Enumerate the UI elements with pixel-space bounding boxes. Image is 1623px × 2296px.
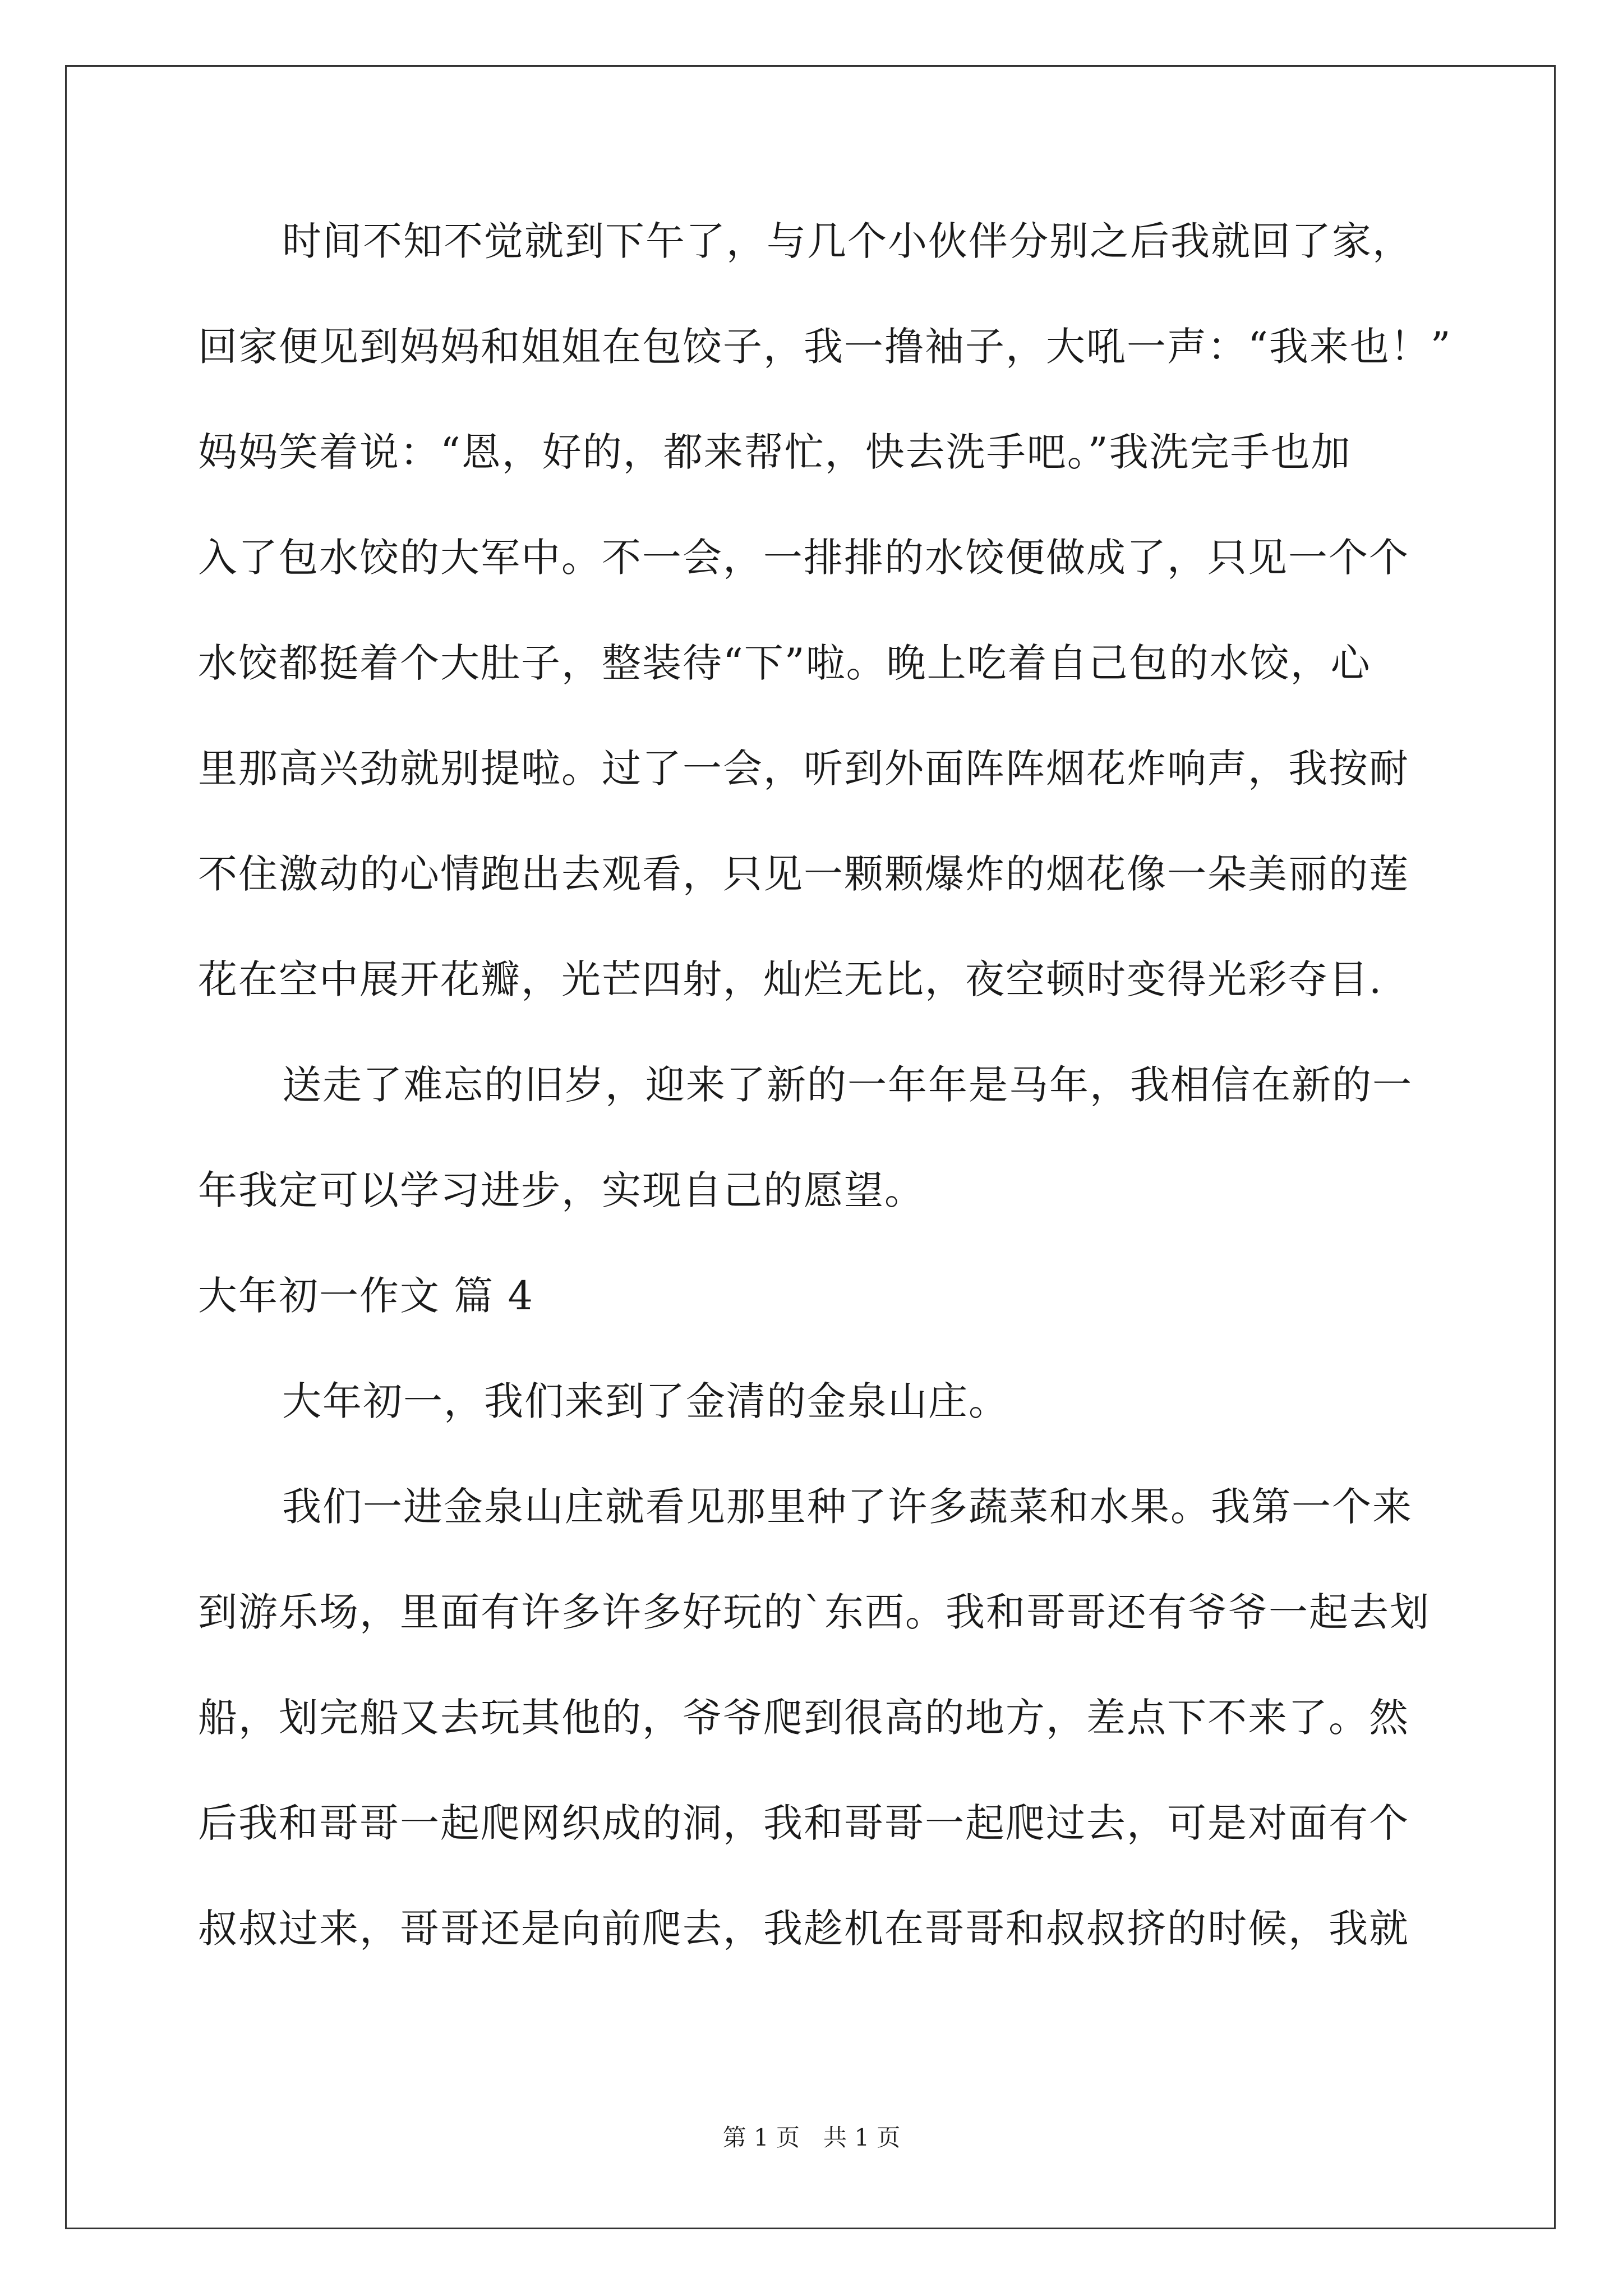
paragraph-line: 妈妈笑着说：“恩，好的，都来帮忙，快去洗手吧。”我洗完手也加 xyxy=(198,429,1352,475)
paragraph-line: 年我定可以学习进步，实现自己的愿望。 xyxy=(198,1167,925,1213)
page-number: 第 1 页 共 1 页 xyxy=(722,2124,901,2151)
paragraph-line: 回家便见到妈妈和姐姐在包饺子，我一撸袖子，大吼一声：“我来也！” xyxy=(198,324,1452,370)
paragraph-line: 里那高兴劲就别提啦。过了一会，听到外面阵阵烟花炸响声，我按耐 xyxy=(198,746,1409,792)
paragraph-line: 后我和哥哥一起爬网织成的洞，我和哥哥一起爬过去，可是对面有个 xyxy=(198,1800,1409,1846)
paragraph-line: 船，划完船又去玩其他的，爷爷爬到很高的地方，差点下不来了。然 xyxy=(198,1695,1409,1741)
paragraph-line: 入了包水饺的大军中。不一会，一排排的水饺便做成了，只见一个个 xyxy=(198,535,1409,581)
paragraph-line: 花在空中展开花瓣，光芒四射，灿烂无比，夜空顿时变得光彩夺目. xyxy=(198,956,1383,1002)
paragraph-line: 时间不知不觉就到下午了，与几个小伙伴分别之后我就回了家， xyxy=(282,218,1413,264)
paragraph-line: 我们一进金泉山庄就看见那里种了许多蔬菜和水果。我第一个来 xyxy=(282,1484,1413,1530)
paragraph-line: 水饺都挺着个大肚子，整装待“下”啦。晚上吃着自己包的水饺，心 xyxy=(198,640,1371,686)
section-heading: 大年初一作文 篇 4 xyxy=(198,1273,534,1319)
page-border xyxy=(65,65,1556,2229)
paragraph-line: 不住激动的心情跑出去观看，只见一颗颗爆炸的烟花像一朵美丽的莲 xyxy=(198,851,1409,897)
paragraph-line: 叔叔过来，哥哥还是向前爬去，我趁机在哥哥和叔叔挤的时候，我就 xyxy=(198,1906,1409,1952)
paragraph-line: 大年初一，我们来到了金清的金泉山庄。 xyxy=(282,1378,1009,1424)
paragraph-line: 送走了难忘的旧岁，迎来了新的一年年是马年，我相信在新的一 xyxy=(282,1062,1413,1108)
paragraph-line: 到游乐场，里面有许多许多好玩的`东西。我和哥哥还有爷爷一起去划 xyxy=(198,1589,1430,1635)
